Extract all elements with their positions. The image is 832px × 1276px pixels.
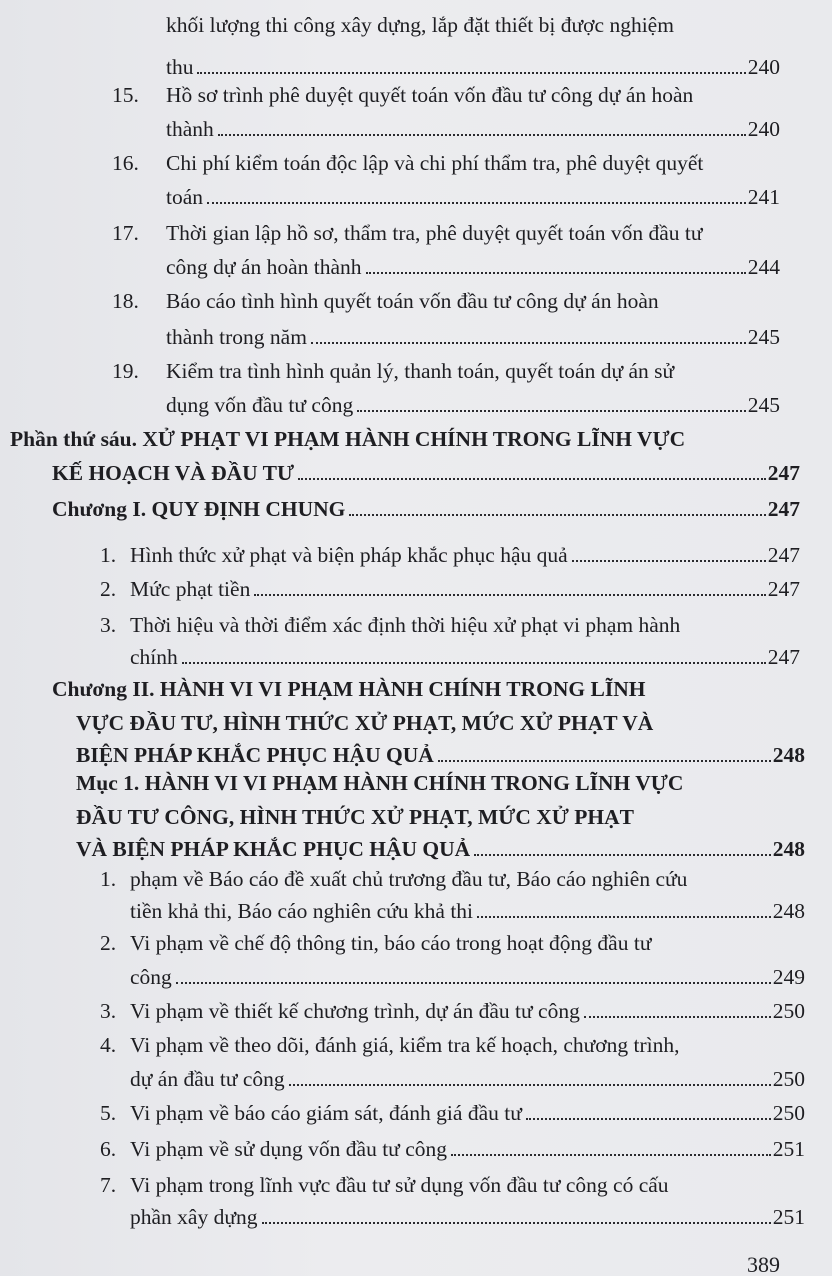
toc-entry-page: 251 (772, 1137, 805, 1161)
dot-leader (477, 916, 771, 918)
toc-entry-page: 247 (767, 543, 800, 567)
dot-leader (298, 478, 766, 480)
toc-entry-line (130, 1168, 760, 1198)
toc-entry-text: Vi phạm về theo dõi, đánh giá, kiểm tra kế hoạch, chương trình, (130, 1033, 680, 1057)
dot-leader (262, 1222, 771, 1224)
toc-entry-number: 3. (100, 613, 117, 637)
toc-entry-text: Chi phí kiểm toán độc lập và chi phí thẩm tra, phê duyệt quyết (166, 151, 704, 175)
toc-entry-line (130, 1028, 760, 1058)
toc-entry-number: 1. (100, 867, 117, 891)
dot-leader (254, 594, 765, 596)
toc-entry-text: Mục 1. HÀNH VI VI PHẠM HÀNH CHÍNH TRONG LĨNH VỰC (76, 771, 684, 795)
toc-entry-page: 250 (772, 1101, 805, 1125)
dot-leader (197, 72, 745, 74)
toc-entry-line (130, 608, 760, 638)
toc-entry-page: 251 (772, 1205, 805, 1229)
toc-entry-line (52, 492, 800, 522)
toc-entry-page: 245 (747, 393, 780, 417)
dot-leader (182, 662, 766, 664)
toc-entry-page: 240 (747, 55, 780, 79)
toc-entry-text: Vi phạm về sử dụng vốn đầu tư công (130, 1137, 447, 1161)
toc-entry-line (130, 572, 800, 602)
toc-entry-line (130, 960, 805, 990)
toc-entry-text: thu (166, 55, 194, 79)
toc-entry-text: Kiểm tra tình hình quản lý, thanh toán, quyết toán dự án sử (166, 359, 675, 383)
toc-entry-line (166, 250, 780, 280)
toc-entry-text: phần xây dựng (130, 1205, 258, 1229)
toc-entry-line (130, 862, 760, 892)
toc-entry-line (76, 766, 760, 796)
toc-entry-page: 240 (747, 117, 780, 141)
toc-entry-line (166, 388, 780, 418)
toc-entry-text: Vi phạm về báo cáo giám sát, đánh giá đầu tư (130, 1101, 522, 1125)
toc-entry-number: 1. (100, 543, 117, 567)
dot-leader (526, 1118, 771, 1120)
toc-entry-line (130, 640, 800, 670)
toc-entry-number: 2. (100, 577, 117, 601)
toc-entry-page: 245 (747, 325, 780, 349)
toc-entry-number: 16. (112, 151, 139, 175)
dot-leader (207, 202, 746, 204)
toc-entry-number: 3. (100, 999, 117, 1023)
toc-entry-text: KẾ HOẠCH VÀ ĐẦU TƯ (52, 461, 295, 485)
toc-entry-line (130, 926, 760, 956)
toc-entry-text: phạm về Báo cáo đề xuất chủ trương đầu tư, Báo cáo nghiên cứu (130, 867, 688, 891)
toc-entry-text: Thời gian lập hồ sơ, thẩm tra, phê duyệt quyết toán vốn đầu tư (166, 221, 703, 245)
dot-leader (176, 982, 771, 984)
toc-entry-line (166, 284, 760, 314)
toc-entry-page: 247 (767, 645, 800, 669)
toc-entry-page: 248 (772, 837, 805, 861)
toc-entry-text: Phần thứ sáu. XỬ PHẠT VI PHẠM HÀNH CHÍNH TRONG LĨNH VỰC (10, 427, 686, 451)
toc-entry-page: 249 (772, 965, 805, 989)
dot-leader (584, 1016, 771, 1018)
dot-leader (451, 1154, 771, 1156)
dot-leader (311, 342, 746, 344)
toc-entry-text: Vi phạm về chế độ thông tin, báo cáo trong hoạt động đầu tư (130, 931, 652, 955)
toc-entry-number: 7. (100, 1173, 117, 1197)
toc-entry-number: 18. (112, 289, 139, 313)
toc-entry-page: 244 (747, 255, 780, 279)
toc-entry-number: 5. (100, 1101, 117, 1125)
toc-entry-text: tiền khả thi, Báo cáo nghiên cứu khả thi (130, 899, 474, 923)
toc-entry-number: 17. (112, 221, 139, 245)
toc-entry-line (130, 538, 800, 568)
toc-entry-line (166, 146, 760, 176)
toc-entry-text: công (130, 965, 172, 989)
toc-entry-line (166, 78, 760, 108)
toc-entry-page: 248 (772, 899, 805, 923)
toc-entry-number: 2. (100, 931, 117, 955)
toc-entry-text: thành (166, 117, 214, 141)
toc-entry-page: 248 (772, 743, 805, 767)
toc-entry-line (130, 894, 805, 924)
toc-entry-number: 6. (100, 1137, 117, 1161)
dot-leader (357, 410, 746, 412)
page-number: 389 (747, 1252, 780, 1276)
toc-entry-line (130, 1132, 805, 1162)
toc-entry-page: 250 (772, 1067, 805, 1091)
toc-entry-line (130, 1062, 805, 1092)
dot-leader (289, 1084, 771, 1086)
dot-leader (438, 760, 771, 762)
toc-entry-text: dự án đầu tư công (130, 1067, 285, 1091)
toc-entry-line (130, 1096, 805, 1126)
toc-entry-text: toán (166, 185, 204, 209)
toc-entry-line (166, 180, 780, 210)
toc-entry-line (76, 706, 760, 736)
toc-entry-number: 15. (112, 83, 139, 107)
toc-entry-text: Vi phạm trong lĩnh vực đầu tư sử dụng vốn đầu tư công có cấu (130, 1173, 669, 1197)
toc-entry-line (76, 832, 805, 862)
toc-entry-text: VỰC ĐẦU TƯ, HÌNH THỨC XỬ PHẠT, MỨC XỬ PHẠT VÀ (76, 711, 654, 735)
toc-entry-text: Hình thức xử phạt và biện pháp khắc phục hậu quả (130, 543, 568, 567)
toc-entry-line (130, 1200, 805, 1230)
toc-entry-line (166, 320, 780, 350)
toc-entry-text: Thời hiệu và thời điểm xác định thời hiệu xử phạt vi phạm hành (130, 613, 681, 637)
dot-leader (474, 854, 771, 856)
toc-entry-line (52, 456, 800, 486)
toc-entry-text: ĐẦU TƯ CÔNG, HÌNH THỨC XỬ PHẠT, MỨC XỬ PHẠT (76, 805, 634, 829)
toc-entry-text: dụng vốn đầu tư công (166, 393, 354, 417)
toc-entry-text: Báo cáo tình hình quyết toán vốn đầu tư công dự án hoàn (166, 289, 659, 313)
toc-entry-page: 247 (767, 461, 800, 485)
toc-entry-page: 247 (767, 577, 800, 601)
toc-entry-number: 19. (112, 359, 139, 383)
toc-entry-line (10, 422, 760, 452)
toc-entry-page: 250 (772, 999, 805, 1023)
toc-entry-line (166, 50, 780, 80)
toc-entry-page: 247 (767, 497, 800, 521)
dot-leader (349, 514, 765, 516)
toc-entry-text: Chương I. QUY ĐỊNH CHUNG (52, 497, 346, 521)
dot-leader (218, 134, 746, 136)
toc-entry-text: khối lượng thi công xây dựng, lắp đặt thiết bị được nghiệm (166, 13, 674, 37)
dot-leader (366, 272, 746, 274)
toc-entry-page: 241 (747, 185, 780, 209)
toc-entry-text: thành trong năm (166, 325, 307, 349)
dot-leader (572, 560, 766, 562)
toc-entry-text: VÀ BIỆN PHÁP KHẮC PHỤC HẬU QUẢ (76, 837, 471, 861)
toc-entry-text: Hồ sơ trình phê duyệt quyết toán vốn đầu tư công dự án hoàn (166, 83, 694, 107)
toc-entry-line (166, 216, 760, 246)
toc-entry-line (76, 738, 805, 768)
toc-entry-text: chính (130, 645, 178, 669)
toc-entry-text: Chương II. HÀNH VI VI PHẠM HÀNH CHÍNH TRONG LĨNH (52, 677, 646, 701)
toc-entry-text: Vi phạm về thiết kế chương trình, dự án đầu tư công (130, 999, 580, 1023)
toc-entry-line (130, 994, 805, 1024)
toc-entry-text: công dự án hoàn thành (166, 255, 362, 279)
toc-entry-line (166, 8, 760, 38)
toc-entry-line (52, 672, 760, 702)
toc-entry-line (76, 800, 760, 830)
toc-entry-text: Mức phạt tiền (130, 577, 251, 601)
toc-entry-line (166, 112, 780, 142)
toc-entry-line (166, 354, 760, 384)
toc-entry-text: BIỆN PHÁP KHẮC PHỤC HẬU QUẢ (76, 743, 434, 767)
toc-entry-number: 4. (100, 1033, 117, 1057)
